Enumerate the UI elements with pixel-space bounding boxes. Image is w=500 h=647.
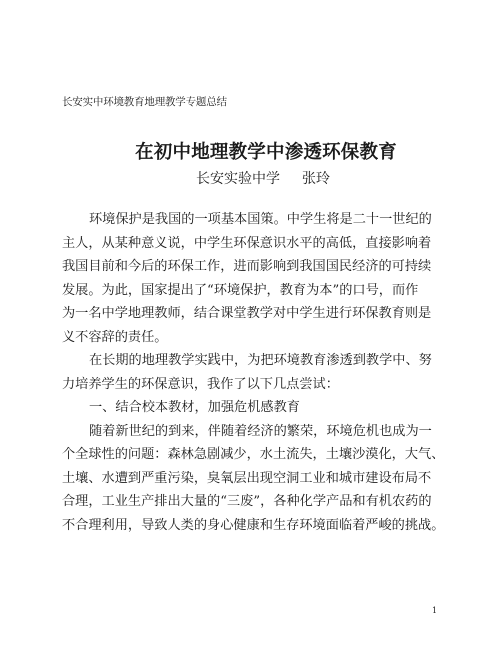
paragraph-line: 主人，从某种意义说，中学生环保意识水平的高低，直接影响着 [62,235,432,251]
byline-author: 张玲 [302,171,330,187]
byline-school: 长安实验中学 [196,171,280,187]
paragraph-line: 我国目前和今后的环保工作，进而影响到我国国民经济的可持续 [62,259,432,274]
paragraph-line: 随着新世纪的到来，伴随着经济的繁荣，环境危机也成为一 [89,423,432,439]
page-title: 在初中地理教学中渗透环保教育 [135,142,397,163]
paragraph-line: 在长期的地理教学实践中，为把环境教育渗透到教学中、努 [89,353,432,368]
paragraph-line: 环境保护是我国的一项基本国策。中学生将是二十一世纪的 [89,212,432,227]
body-text [62,208,445,537]
paragraph-line: 合理，工业生产排出大量的“三废”，各种化学产品和有机农药的 [62,494,432,509]
paragraph-line: 力培养学生的环保意识，我作了以下几点尝试： [62,376,339,392]
paragraph-line: 为一名中学地理教师，结合课堂教学对中学生进行环保教育则是 [62,306,432,321]
section-heading: 一、结合校本教材，加强危机感教育 [89,400,300,415]
paragraph-line: 不合理利用，导致人类的身心健康和生存环境面临着严峻的挑战。 [62,517,445,533]
header-note: 长安实中环境教育地理教学专题总结 [62,96,227,108]
paragraph-line: 个全球性的问题：森林急剧减少，水土流失，土壤沙漠化，大气、 [62,447,445,462]
page-number: 1 [432,606,438,615]
paragraph-line: 土壤、水遭到严重污染，臭氧层出现空洞工业和城市建设布局不 [62,470,432,486]
byline [196,168,330,188]
paragraph-line: 义不容辞的责任。 [62,329,168,345]
paragraph-line: 发展。为此，国家提出了“环境保护，教育为本”的口号，而作 [62,282,419,298]
